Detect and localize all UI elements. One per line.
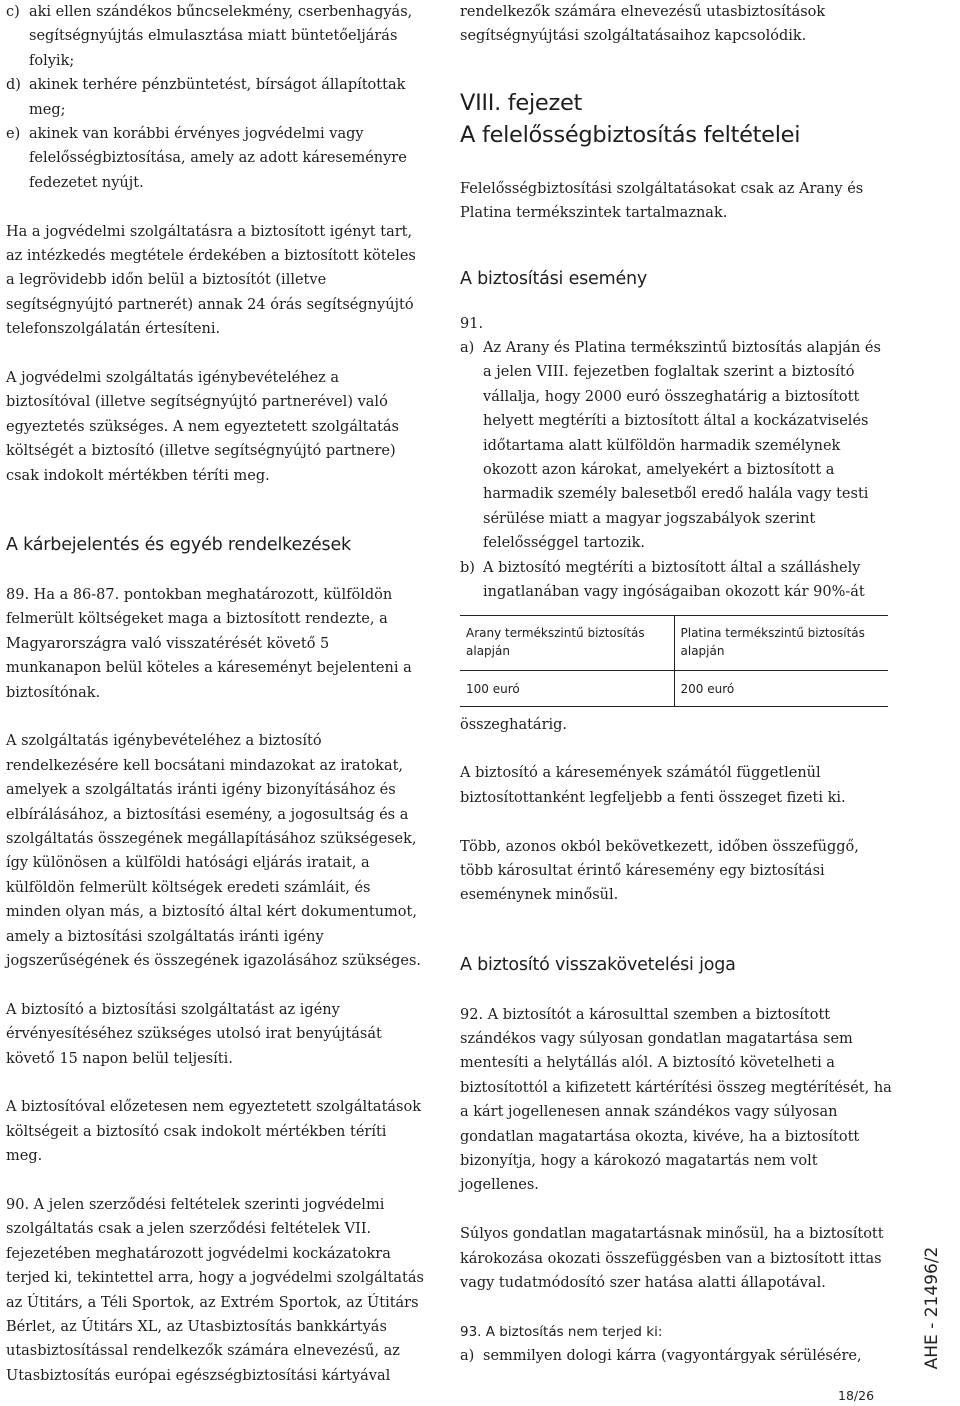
paragraph: 89. Ha a 86-87. pontokban meghatározott, külföldön felmerült költségeket maga a biztosított rendezte, a Magyarországra való visszatérését követő 5 munkanapon belül köteles a káreseményt bejelenteni a biztosítónak.	[6, 586, 412, 701]
list-text: akinek terhére pénzbüntetést, bírságot állapítottak meg;	[29, 77, 406, 118]
list-item	[460, 1344, 892, 1368]
table-header-cell: Arany termékszintű biztosítás alapján	[460, 615, 674, 670]
paragraph: 92. A biztosítót a károsulttal szemben a biztosított szándékos vagy súlyosan gondatlan magatartása sem mentesíti a helytállás alól. A biztosító követelheti a biztosítottól a kifizetett kártérítési összeg megtérítését, ha a kárt jogellenesen annak szándékos vagy súlyosan gondatlan magatartása okozta, kivéve, ha a biztosított bizonyítja, hogy a károkozó magatartás nem volt jogellenes.	[460, 1006, 892, 1194]
list-item	[6, 73, 426, 122]
paragraph: A biztosító a káresemények számától függetlenül biztosítottanként legfeljebb a fenti összeget fizeti ki.	[460, 765, 846, 806]
list-text: semmilyen dologi kárra (vagyontárgyak sérülésére,	[483, 1348, 862, 1365]
table-cell: 100 euró	[460, 670, 674, 706]
subsection-heading: 93. A biztosítás nem terjed ki:	[460, 1323, 663, 1340]
section-heading: A biztosítási esemény	[460, 268, 648, 289]
paragraph: A jogvédelmi szolgáltatás igénybevételéhez a biztosítóval (illetve segítségnyújtó partnerével) való egyeztetés szükséges. A nem egyeztetett szolgáltatás költségét a biztosító (illetve segítségnyújtó partnere) csak indokolt mértékben téríti meg.	[6, 370, 400, 484]
chapter-number: VIII. fejezet	[460, 89, 583, 116]
paragraph: A biztosítóval előzetesen nem egyeztetett szolgáltatások költségeit a biztosító csak indokolt mértékben téríti meg.	[6, 1099, 422, 1165]
paragraph: összeghatárig.	[460, 716, 568, 733]
table-cell: 200 euró	[674, 670, 888, 706]
section-number: 91.	[460, 315, 484, 332]
list-text: akinek van korábbi érvényes jogvédelmi vagy felelősségbiztosítása, amely az adott káreseményre fedezetet nyújt.	[29, 126, 407, 191]
paragraph: rendelkezők számára elnevezésű utasbiztosítások segítségnyújtási szolgáltatásaihoz kapcsolódik.	[460, 4, 826, 45]
table-header-row	[460, 615, 888, 670]
section-heading: A kárbejelentés és egyéb rendelkezések	[6, 535, 351, 556]
list-marker: a)	[460, 340, 475, 357]
section-heading: A biztosító visszakövetelési joga	[460, 955, 736, 976]
list-text: A biztosító megtéríti a biztosított által a szálláshely ingatlanában vagy ingóságaiban okozott kár 90%-át	[483, 559, 865, 601]
paragraph: Felelősségbiztosítási szolgáltatásokat csak az Arany és Platina termékszintek tartalmaznak.	[460, 180, 864, 222]
chapter-title: A felelősségbiztosítás feltételei	[460, 121, 801, 148]
list-marker: d)	[6, 77, 21, 94]
coverage-table	[460, 615, 888, 707]
right-column	[460, 0, 892, 1369]
list-item	[460, 556, 892, 605]
paragraph: A biztosító a biztosítási szolgáltatást az igény érvényesítéséhez szükséges utolsó irat benyújtását követő 15 napon belül teljesíti.	[6, 1001, 382, 1067]
paragraph: Súlyos gondatlan magatartásnak minősül, ha a biztosított károkozása okozati összefüggésben van a biztosított ittas vagy tudatmódosító szer hatása alatti állapotával.	[460, 1226, 884, 1291]
paragraph: Ha a jogvédelmi szolgáltatásra a biztosított igényt tart, az intézkedés megtétele érdekében a biztosított köteles a legrövidebb időn belül a biztosítót (illetve segítségnyújtó partnerét) annak 24 órás segítségnyújtó telefonszolgálatán értesíteni.	[6, 223, 416, 338]
paragraph: 90. A jelen szerződési feltételek szerinti jogvédelmi szolgáltatás csak a jelen szerződési feltételek VII. fejezetében meghatározott jogvédelmi kockázatokra terjed ki, tekintettel arra, hogy a jogvédelmi szolgáltatás az Útitárs, a Téli Sportok, az Extrém Sportok, az Útitárs Bérlet, az Útitárs XL, az Utasbiztosítás bankkártyás utasbiztosítással rendelkezők számára elnevezésű, az Utasbiztosítás európai egészségbiztosítási kártyával	[6, 1196, 424, 1384]
list-item	[460, 336, 892, 556]
table-header-cell: Platina termékszintű biztosítás alapján	[674, 615, 888, 670]
list-text: Az Arany és Platina termékszintű biztosítás alapján és a jelen VIII. fejezetben foglaltak szerint a biztosító vállalja, hogy 2000 euró összeghatárig a biztosított helyett megtéríti a biztosított által a kockázatviselés időtartama alatt külföldön harmadik személynek okozott azon károkat, amelyekért a biztosított a harmadik személy balesetből eredő halála vagy testi sérülése miatt a magyar jogszabályok szerint felelősséggel tartozik.	[483, 340, 881, 552]
list-marker: c)	[6, 4, 20, 20]
list-text: aki ellen szándékos bűncselekmény, cserbenhagyás, segítségnyújtás elmulasztása miatt büntetőeljárás folyik;	[29, 4, 413, 69]
document-code-text: AHE - 21496/2	[922, 1246, 942, 1370]
table-row	[460, 670, 888, 706]
paragraph: A szolgáltatás igénybevételéhez a biztosító rendelkezésére kell bocsátani mindazokat az iratokat, amelyek a szolgáltatás iránti igény bizonyításához és elbírálásához, a biztosítási esemény, a jogosultság és a szolgáltatás összegének megállapításához szükségesek, így különösen a külföldi hatósági eljárás iratait, a külföldön felmerült költségek eredeti számláit, és minden olyan más, a biztosító által kért dokumentumot, amely a biztosítási szolgáltatás iránti igény jogszerűségének és összegének igazolásához szükséges.	[6, 733, 422, 969]
left-column	[6, 0, 426, 1388]
list-item	[6, 0, 426, 73]
list-marker: b)	[460, 559, 475, 576]
list-marker: a)	[460, 1348, 475, 1365]
page-number: 18/26	[838, 1388, 875, 1403]
document-code	[912, 1238, 952, 1378]
list-item	[6, 122, 426, 195]
paragraph: Több, azonos okból bekövetkezett, időben összefüggő, több károsultat érintő káresemény egy biztosítási eseménynek minősül.	[460, 838, 859, 904]
list-marker: e)	[6, 126, 21, 143]
